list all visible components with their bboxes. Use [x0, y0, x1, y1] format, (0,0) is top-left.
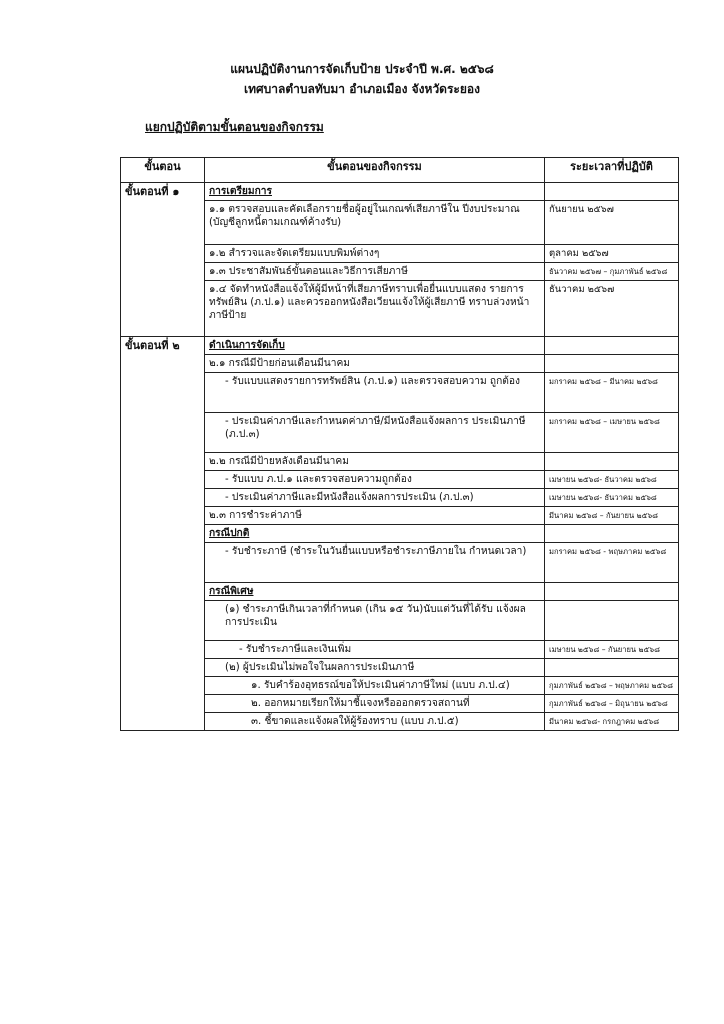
period-cell: มกราคม ๒๕๖๘ – มีนาคม ๒๕๖๘ [545, 373, 679, 413]
table-header-row [121, 158, 679, 183]
period-cell: มีนาคม ๒๕๖๘- กรกฎาคม ๒๕๖๘ [545, 713, 679, 731]
period-cell: เมษายน ๒๕๖๘- ธันวาคม ๒๕๖๘ [545, 489, 679, 507]
step-label [121, 713, 205, 731]
table-row [121, 355, 679, 373]
period-cell [545, 659, 679, 677]
table-row [121, 201, 679, 245]
step-label: ขั้นตอนที่ ๒ [121, 337, 205, 355]
step-label [121, 355, 205, 373]
step-label [121, 413, 205, 453]
activity-cell: กรณีปกติ [205, 525, 545, 543]
step-label [121, 489, 205, 507]
activity-cell: ๑.๑ ตรวจสอบและคัดเลือกรายชื่อผู้อยู่ในเกณฑ์เสียภาษีใน ปีงบประมาณ (บัญชีลูกหนี้ตามเกณฑ์ค้างรับ) [205, 201, 545, 245]
table-row [121, 281, 679, 337]
activity-cell: ๑.๓ ประชาสัมพันธ์ขั้นตอนและวิธีการเสียภาษี [205, 263, 545, 281]
period-cell [545, 525, 679, 543]
period-cell: เมษายน ๒๕๖๘ – กันยายน ๒๕๖๘ [545, 641, 679, 659]
table-row [121, 641, 679, 659]
activity-cell: - รับชำระภาษีและเงินเพิ่ม [205, 641, 545, 659]
step-label [121, 245, 205, 263]
period-cell [545, 183, 679, 201]
period-cell: เมษายน ๒๕๖๘- ธันวาคม ๒๕๖๘ [545, 471, 679, 489]
step-label [121, 677, 205, 695]
period-cell [545, 355, 679, 373]
step-label [121, 695, 205, 713]
activity-cell: กรณีพิเศษ [205, 583, 545, 601]
table-row [121, 695, 679, 713]
header-activity: ขั้นตอนของกิจกรรม [205, 158, 545, 183]
activity-cell: - ประเมินค่าภาษีและมีหนังสือแจ้งผลการประเมิน (ภ.ป.๓) [205, 489, 545, 507]
step-label: ขั้นตอนที่ ๑ [121, 183, 205, 201]
table-row [121, 601, 679, 641]
period-cell [545, 453, 679, 471]
table-row [121, 183, 679, 201]
activity-table [120, 157, 679, 731]
activity-cell: ๒.๑ กรณีมีป้ายก่อนเดือนมีนาคม [205, 355, 545, 373]
activity-cell: - รับแบบ ภ.ป.๑ และตรวจสอบความถูกต้อง [205, 471, 545, 489]
activity-cell: - รับแบบแสดงรายการทรัพย์สิน (ภ.ป.๑) และตรวจสอบความ ถูกต้อง [205, 373, 545, 413]
step-label [121, 281, 205, 337]
activity-cell: ๒.๓ การชำระค่าภาษี [205, 507, 545, 525]
table-row [121, 543, 679, 583]
period-cell: กันยายน ๒๕๖๗ [545, 201, 679, 245]
activity-cell: ดำเนินการจัดเก็บ [205, 337, 545, 355]
table-row [121, 713, 679, 731]
table-row [121, 453, 679, 471]
activity-cell: (๑) ชำระภาษีเกินเวลาที่กำหนด (เกิน ๑๕ วัน)นับแต่วันที่ได้รับ แจ้งผลการประเมิน [205, 601, 545, 641]
period-cell [545, 601, 679, 641]
period-cell: ตุลาคม ๒๕๖๗ [545, 245, 679, 263]
step-label [121, 201, 205, 245]
activity-cell: ๑. รับคำร้องอุทธรณ์ขอให้ประเมินค่าภาษีใหม่ (แบบ ภ.ป.๔) [205, 677, 545, 695]
step-label [121, 525, 205, 543]
table-row [121, 471, 679, 489]
period-cell: กุมภาพันธ์ ๒๕๖๘ – มิถุนายน ๒๕๖๘ [545, 695, 679, 713]
period-cell: มีนาคม ๒๕๖๘ – กันยายน ๒๕๖๘ [545, 507, 679, 525]
step-label [121, 507, 205, 525]
step-label [121, 471, 205, 489]
table-row [121, 583, 679, 601]
table-row [121, 489, 679, 507]
period-cell: มกราคม ๒๕๖๘ – เมษายน ๒๕๖๘ [545, 413, 679, 453]
header-period: ระยะเวลาที่ปฏิบัติ [545, 158, 679, 183]
period-cell [545, 337, 679, 355]
header-step: ขั้นตอน [121, 158, 205, 183]
step-label [121, 263, 205, 281]
table-row [121, 413, 679, 453]
period-cell: ธันวาคม ๒๕๖๗ [545, 281, 679, 337]
table-row [121, 507, 679, 525]
table-row [121, 263, 679, 281]
activity-cell: ๓. ชี้ขาดและแจ้งผลให้ผู้ร้องทราบ (แบบ ภ.ป.๕) [205, 713, 545, 731]
document-subtitle: เทศบาลตำบลทับมา อำเภอเมือง จังหวัดระยอง [244, 82, 480, 96]
step-label [121, 543, 205, 583]
period-cell [545, 583, 679, 601]
table-row [121, 337, 679, 355]
step-label [121, 659, 205, 677]
step-label [121, 601, 205, 641]
step-label [121, 373, 205, 413]
activity-cell: - รับชำระภาษี (ชำระในวันยื่นแบบหรือชำระภาษีภายใน กำหนดเวลา) [205, 543, 545, 583]
table-row [121, 373, 679, 413]
document-title: แผนปฏิบัติงานการจัดเก็บป้าย ประจำปี พ.ศ. ๒๕๖๘ [230, 62, 494, 76]
activity-cell: (๒) ผู้ประเมินไม่พอใจในผลการประเมินภาษี [205, 659, 545, 677]
activity-cell: การเตรียมการ [205, 183, 545, 201]
step-label [121, 453, 205, 471]
period-cell: ธันวาคม ๒๕๖๗ – กุมภาพันธ์ ๒๕๖๘ [545, 263, 679, 281]
table-row [121, 659, 679, 677]
activity-cell: - ประเมินค่าภาษีและกำหนดค่าภาษี/มีหนังสือแจ้งผลการ ประเมินภาษี (ภ.ป.๓) [205, 413, 545, 453]
table-row [121, 677, 679, 695]
period-cell: มกราคม ๒๕๖๘ - พฤษภาคม ๒๕๖๘ [545, 543, 679, 583]
activity-cell: ๒.๒ กรณีมีป้ายหลังเดือนมีนาคม [205, 453, 545, 471]
activity-cell: ๑.๔ จัดทำหนังสือแจ้งให้ผู้มีหน้าที่เสียภาษีทราบเพื่อยื่นแบบแสดง รายการทรัพย์สิน (ภ.ป.๑) และควรออกหนังสือเวียนแจ้งให้ผู้เสียภาษี ทราบล่วงหน้าภาษีป้าย [205, 281, 545, 337]
activity-cell: ๒. ออกหมายเรียกให้มาชี้แจงหรือออกตรวจสถานที่ [205, 695, 545, 713]
step-label [121, 641, 205, 659]
activity-cell: ๑.๒ สำรวจและจัดเตรียมแบบพิมพ์ต่างๆ [205, 245, 545, 263]
period-cell: กุมภาพันธ์ ๒๕๖๘ – พฤษภาคม ๒๕๖๘ [545, 677, 679, 695]
section-heading: แยกปฏิบัติตามขั้นตอนของกิจกรรม [145, 120, 324, 134]
table-row [121, 525, 679, 543]
step-label [121, 583, 205, 601]
table-row [121, 245, 679, 263]
